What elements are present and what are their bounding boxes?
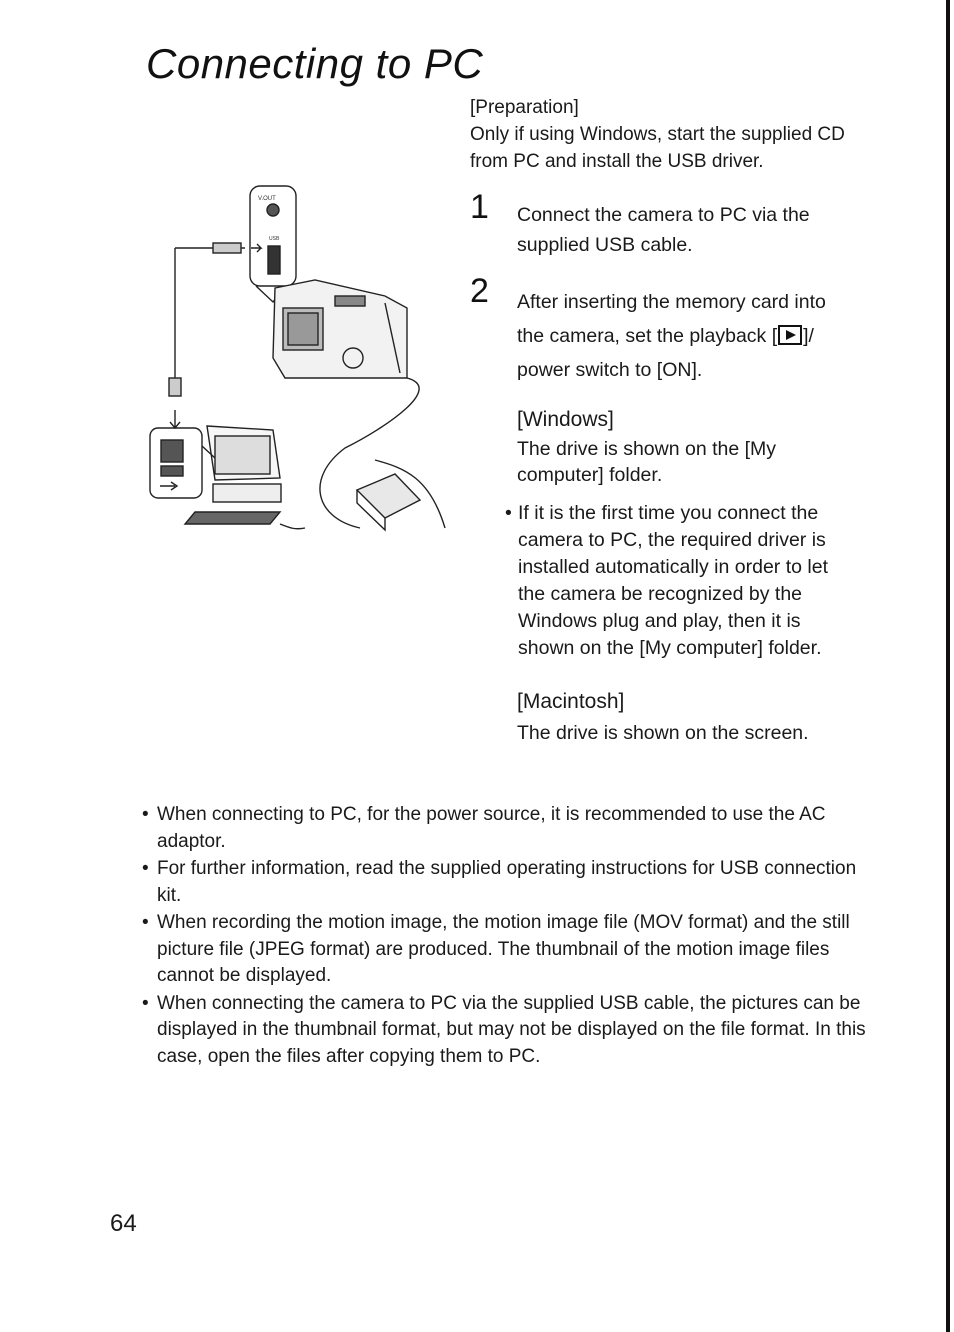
note-text: When connecting to PC, for the power source, it is recommended to use the AC adaptor. (157, 804, 826, 852)
notes-list (142, 802, 872, 1071)
macintosh-heading: [Macintosh] (517, 690, 625, 713)
note-text: When recording the motion image, the motion image file (MOV format) and the still picture file (JPEG format) are produced. The thumbnail of the motion image files cannot be displayed. (157, 912, 850, 986)
step-1-text: Connect the camera to PC via the supplied USB cable. (517, 204, 810, 256)
bullet-dot: • (142, 858, 149, 879)
computer-icon (185, 426, 305, 529)
step-2-text-after: ]/ power switch to [ON]. (517, 325, 814, 381)
connection-illustration (145, 178, 455, 538)
step-2-text (517, 285, 857, 387)
usb-cable-icon (169, 243, 261, 428)
macintosh-text: The drive is shown on the screen. (517, 722, 809, 744)
bullet-dot: • (142, 992, 149, 1014)
step-2-number: 2 (470, 272, 489, 310)
page-number: 64 (110, 1210, 137, 1237)
note-item (142, 991, 872, 1071)
ac-adaptor-icon (357, 474, 420, 530)
note-text: For further information, read the supplied operating instructions for USB connection kit. (157, 858, 857, 906)
preparation-text: Only if using Windows, start the supplied CD from PC and install the USB driver. (470, 124, 845, 172)
step-2-text-before: After inserting the memory card into the camera, set the playback [ (517, 291, 826, 347)
bullet-dot: • (142, 804, 149, 825)
bullet-dot: • (505, 502, 512, 524)
note-item (142, 910, 872, 990)
page-title: Connecting to PC (146, 40, 484, 87)
v-out-label: V.OUT (258, 196, 276, 202)
windows-bullet-text: If it is the first time you connect the camera to PC, the required driver is installed automatically in order to let the camera be recognized by the Windows plug and play, then it is shown on the [My computer] folder. (518, 502, 828, 659)
bullet-dot: • (142, 912, 149, 933)
windows-bullet (505, 500, 857, 662)
windows-heading: [Windows] (517, 408, 614, 431)
pc-usb-callout (150, 428, 215, 498)
windows-text: The drive is shown on the [My computer] folder. (517, 438, 777, 486)
note-item (142, 856, 872, 909)
usb-label: USB (269, 236, 280, 242)
windows-block (517, 406, 857, 488)
step-1-number: 1 (470, 188, 489, 226)
preparation-block (470, 94, 870, 175)
playback-icon (778, 325, 802, 345)
macintosh-block (517, 688, 857, 748)
note-item (142, 802, 872, 855)
note-text: When connecting the camera to PC via the supplied USB cable, the pictures can be displayed in the thumbnail format, but may not be displayed on the file format. In this case, open the files after copying them to PC. (157, 992, 866, 1067)
preparation-label: [Preparation] (470, 97, 579, 118)
camera-icon (273, 280, 407, 378)
page-edge-rule (946, 0, 950, 1332)
